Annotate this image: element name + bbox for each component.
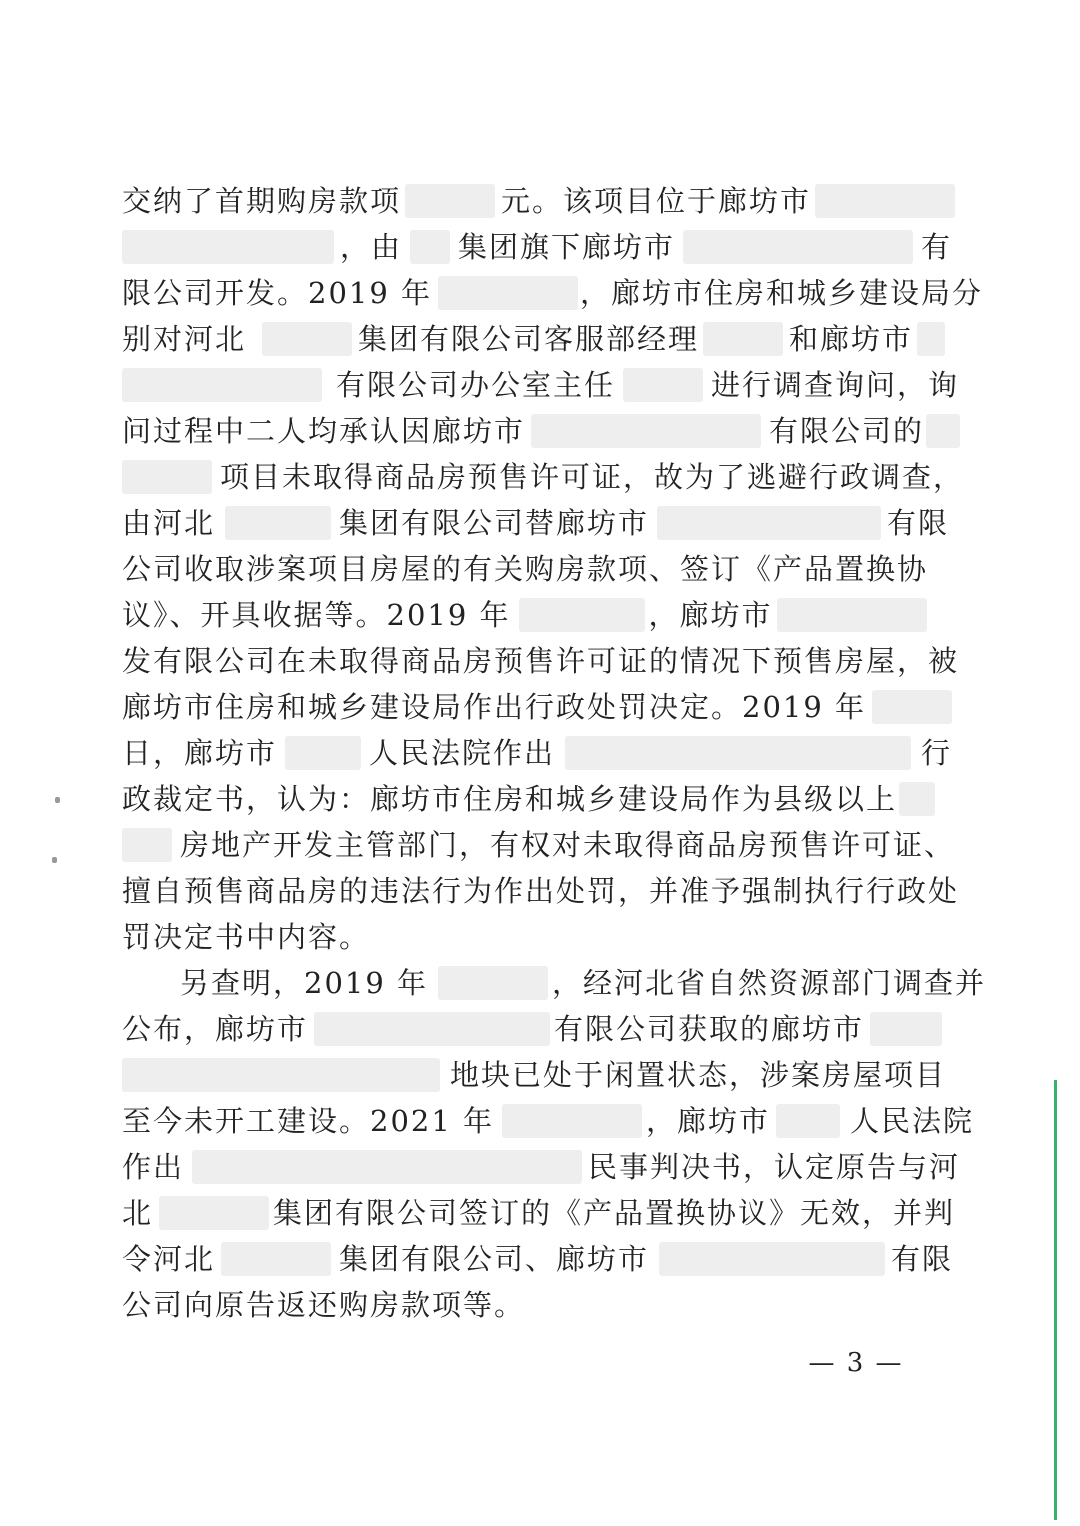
text-segment: 发有限公司在未取得商品房预售许可证的情况下预售房屋，被: [122, 644, 960, 678]
redacted-text: [438, 276, 578, 310]
text-line: [180, 960, 987, 1006]
redacted-text: [926, 414, 960, 448]
scan-mark: [55, 797, 60, 803]
text-segment: 公司向原告返还购房款项等。: [122, 1288, 526, 1322]
text-line: [122, 822, 956, 868]
text-segment: 廊坊市住房和城乡建设局作出行政处罚决定。2019 年: [122, 690, 867, 724]
text-line: [122, 500, 950, 546]
text-segment: ，廊坊市住房和城乡建设局分: [580, 276, 984, 310]
text-line: [122, 1282, 932, 1328]
text-segment: 问过程中二人均承认因廊坊市: [122, 414, 526, 448]
redacted-text: [122, 828, 172, 862]
redacted-text: [192, 1150, 582, 1184]
redacted-text: [405, 184, 495, 218]
text-segment: 作出: [122, 1150, 185, 1184]
text-line: [122, 270, 984, 316]
text-segment: 公布，廊坊市: [122, 1012, 309, 1046]
text-segment: 日，廊坊市: [122, 736, 278, 770]
text-segment: 地块已处于闲置状态，涉案房屋项目: [450, 1058, 947, 1092]
text-line: [122, 316, 932, 362]
text-segment: 至今未开工建设。2021 年: [122, 1104, 495, 1138]
redacted-text: [225, 506, 331, 540]
text-segment: 人民法院: [850, 1104, 975, 1138]
text-line: [122, 1236, 954, 1282]
text-segment: 集团有限公司签订的《产品置换协议》无效，并判: [273, 1196, 956, 1230]
text-segment: 集团旗下廊坊市: [458, 230, 676, 264]
text-line: [122, 178, 932, 224]
redacted-text: [777, 598, 927, 632]
text-segment: 集团有限公司替廊坊市: [339, 506, 650, 540]
text-line: [122, 1144, 961, 1190]
text-segment: 有: [921, 230, 953, 264]
text-line: [122, 1052, 947, 1098]
text-segment: 限公司开发。2019 年: [122, 276, 433, 310]
text-segment: 有限: [891, 1242, 954, 1276]
text-segment: 人民法院作出: [369, 736, 556, 770]
text-segment: 元。该项目位于廊坊市: [501, 184, 812, 218]
redacted-text: [122, 1058, 440, 1092]
text-line: [122, 546, 932, 592]
text-segment: 集团有限公司、廊坊市: [339, 1242, 650, 1276]
redacted-text: [314, 1012, 550, 1046]
text-segment: ，廊坊市: [648, 598, 773, 632]
text-segment: 有限公司的: [769, 414, 925, 448]
text-segment: 交纳了首期购房款项: [122, 184, 402, 218]
text-segment: 进行调查询问，询: [711, 368, 960, 402]
text-segment: 有限公司获取的廊坊市: [554, 1012, 865, 1046]
redacted-text: [776, 1104, 840, 1138]
text-segment: 民事判决书，认定原告与河: [588, 1150, 961, 1184]
text-segment: 和廊坊市: [789, 322, 914, 356]
text-segment: ，经河北省自然资源部门调查并: [552, 966, 987, 1000]
margin-rule: [1054, 1080, 1057, 1520]
text-line: [122, 454, 965, 500]
redacted-text: [870, 1012, 942, 1046]
redacted-text: [565, 736, 911, 770]
redacted-text: [703, 322, 783, 356]
redacted-text: [623, 368, 703, 402]
redacted-text: [872, 690, 952, 724]
text-segment: 项目未取得商品房预售许可证，故为了逃避行政调查，: [220, 460, 965, 494]
text-line: [122, 362, 960, 408]
redacted-text: [221, 1242, 331, 1276]
text-line: [122, 408, 932, 454]
redacted-text: [502, 1104, 642, 1138]
text-segment: 北: [122, 1196, 154, 1230]
text-segment: 政裁定书，认为：廊坊市住房和城乡建设局作为县级以上: [122, 782, 898, 816]
scan-mark: [52, 857, 57, 863]
text-line: [122, 776, 932, 822]
text-line: [122, 1190, 956, 1236]
redacted-text: [122, 230, 334, 264]
text-line: [122, 1006, 932, 1052]
text-line: [122, 592, 932, 638]
redacted-text: [122, 368, 322, 402]
redacted-text: [899, 782, 935, 816]
text-segment: ，由: [340, 230, 403, 264]
text-segment: 有限: [887, 506, 950, 540]
text-segment: ，廊坊市: [646, 1104, 771, 1138]
redacted-text: [531, 414, 761, 448]
text-line: [122, 224, 953, 270]
redacted-text: [519, 598, 645, 632]
redacted-text: [917, 322, 945, 356]
redacted-text: [410, 230, 450, 264]
redacted-text: [285, 736, 361, 770]
text-segment: 集团有限公司客服部经理: [358, 322, 700, 356]
text-segment: 行: [921, 736, 953, 770]
text-line: [122, 638, 960, 684]
text-segment: 罚决定书中内容。: [122, 920, 371, 954]
redacted-text: [657, 506, 881, 540]
text-line: [122, 684, 932, 730]
page-number: — 3 —: [808, 1348, 904, 1378]
text-segment: 房地产开发主管部门，有权对未取得商品房预售许可证、: [180, 828, 956, 862]
text-segment: 由河北: [122, 506, 216, 540]
text-segment: 擅自预售商品房的违法行为作出处罚，并准予强制执行行政处: [122, 874, 960, 908]
text-line: [122, 1098, 975, 1144]
redacted-text: [159, 1196, 269, 1230]
redacted-text: [122, 460, 212, 494]
redacted-text: [438, 966, 548, 1000]
text-segment: 别对河北: [122, 322, 247, 356]
text-line: [122, 914, 932, 960]
text-line: [122, 868, 960, 914]
redacted-text: [683, 230, 913, 264]
text-segment: 有限公司办公室主任: [336, 368, 616, 402]
redacted-text: [659, 1242, 885, 1276]
text-segment: 令河北: [122, 1242, 216, 1276]
text-segment: 议》、开具收据等。2019 年: [122, 598, 511, 632]
text-segment: 公司收取涉案项目房屋的有关购房款项、签订《产品置换协: [122, 552, 929, 586]
redacted-text: [262, 322, 352, 356]
text-line: [122, 730, 953, 776]
redacted-text: [815, 184, 955, 218]
text-segment: 另查明，2019 年: [180, 966, 429, 1000]
